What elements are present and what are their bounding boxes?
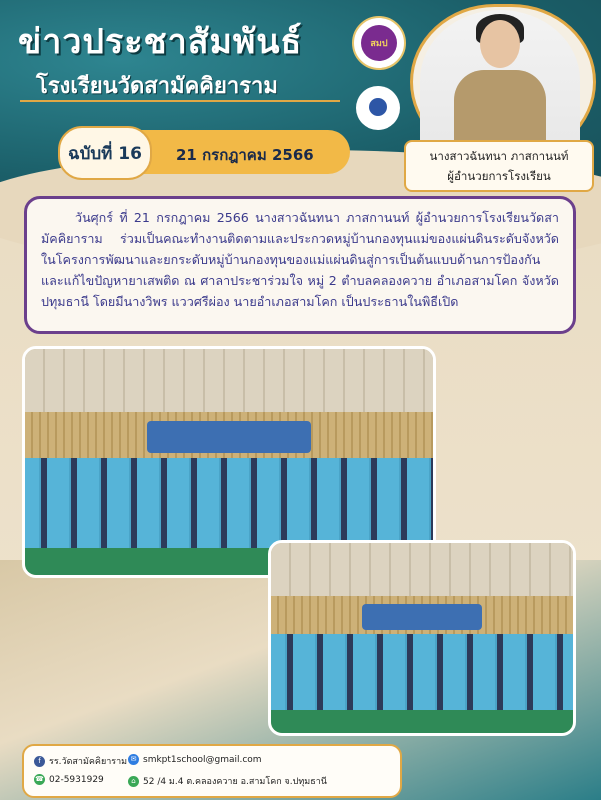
issue-date: 21 กรกฎาคม 2566 — [176, 146, 314, 164]
photo-banner — [362, 604, 483, 631]
address-contact — [128, 774, 327, 788]
facebook-label: รร.วัดสามัคคิยาราม — [49, 757, 128, 767]
facebook-icon: f — [34, 756, 45, 767]
portrait-face — [480, 20, 520, 68]
photo-banner — [147, 421, 310, 453]
event-photo-2 — [268, 540, 576, 736]
phone-label: 02-5931929 — [49, 774, 104, 785]
director-portrait — [420, 10, 580, 150]
article-body: วันศุกร์ ที่ 21 กรกฎาคม 2566 นางสาวฉันทนา ภาสกานนท์ ผู้อำนวยการโรงเรียนวัดสามัคคิยาราม ร่วมเป็นคณะทำงานติดตามและประกวดหมู่บ้านกองทุนแม่ของแผ่นดินระดับจังหวัด ในโครงการพัฒนาและยกระดับหมู่บ้านกองทุนของแม่แผ่นดินสู่การเป็นต้นแบบด้านการป้องกันและแก้ไขปัญหายาเสพติด ณ ศาลาประชาร่วมใจ หมู่ 2 ตำบลคลองควาย อำเภอสามโคก จังหวัดปทุมธานี โดยมีนางวิพร แววศรีผ่อง นายอำเภอสามโคก เป็นประธานในพิธีเปิด — [41, 210, 559, 309]
email-contact[interactable] — [128, 754, 262, 765]
emblem-inner: สมป — [361, 25, 397, 61]
title-divider — [20, 100, 340, 102]
portrait-uniform — [454, 70, 546, 150]
address-label: 52 /4 ม.4 ต.คลองควาย อ.สามโคก จ.ปทุมธานี — [143, 777, 327, 787]
phone-contact[interactable] — [34, 774, 104, 785]
photo-floor — [271, 710, 573, 733]
newsletter-title: ข่าวประชาสัมพันธ์ — [18, 22, 303, 62]
logo-mark — [369, 98, 387, 116]
contact-footer — [22, 744, 402, 798]
photo-group — [25, 458, 433, 548]
director-position: ผู้อำนวยการโรงเรียน — [447, 169, 551, 183]
director-name-box — [404, 140, 594, 192]
director-name: นางสาวฉันทนา ภาสกานนท์ — [429, 149, 569, 163]
messenger-icon: ✉ — [128, 754, 139, 765]
secondary-logo — [356, 86, 400, 130]
photo-group — [271, 634, 573, 710]
school-name: โรงเรียนวัดสามัคคิยาราม — [36, 74, 278, 99]
article-panel — [24, 196, 576, 334]
photo-roof — [271, 543, 573, 596]
issue-number: ฉบับที่ 16 — [68, 143, 142, 164]
issue-number-badge — [58, 126, 152, 180]
home-icon: ⌂ — [128, 776, 139, 787]
school-emblem-logo — [352, 16, 406, 70]
photo-roof — [25, 349, 433, 412]
phone-icon: ☎ — [35, 775, 44, 783]
email-label: smkpt1school@gmail.com — [143, 754, 262, 765]
facebook-contact[interactable] — [34, 754, 127, 768]
